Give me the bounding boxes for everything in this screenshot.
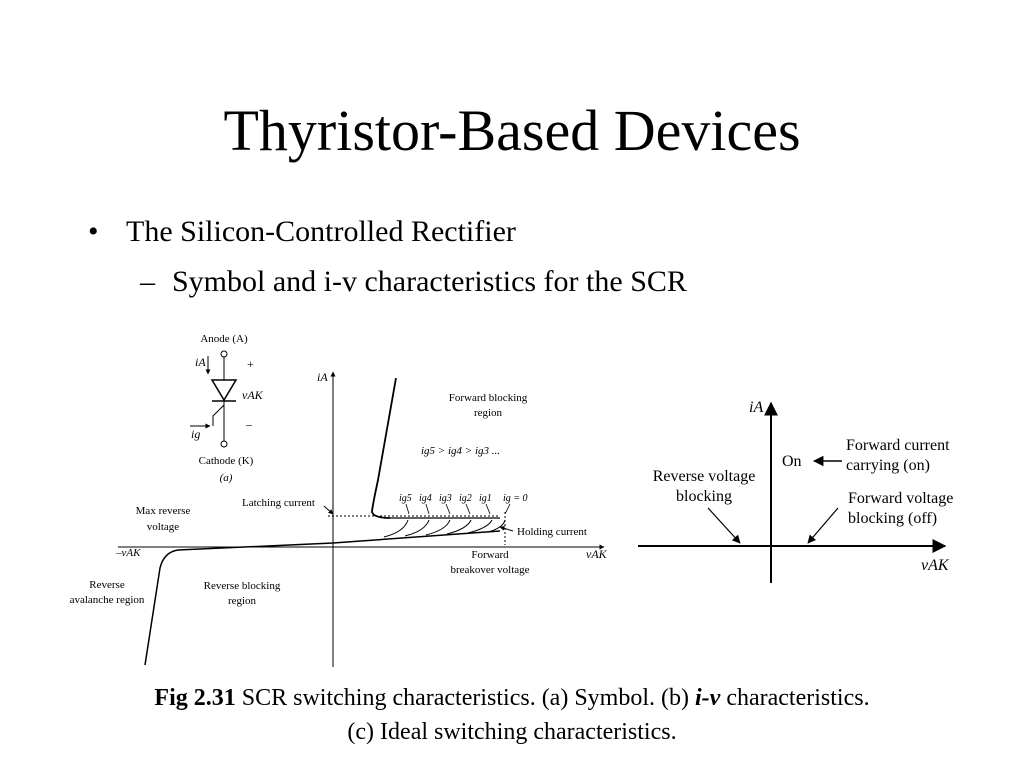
gate-current-label: ig = 0 bbox=[503, 493, 528, 504]
forward-breakover-label: breakover voltage bbox=[450, 564, 530, 576]
forward-blocking-label: region bbox=[473, 407, 503, 419]
sub-bullet-text: Symbol and i-v characteristics for the SCR bbox=[172, 265, 687, 298]
gate-current-label: ig2 bbox=[459, 493, 472, 504]
anode-label: Anode (A) bbox=[200, 333, 248, 345]
caption-line-2: (c) Ideal switching characteristics. bbox=[347, 718, 677, 745]
gate-label-leader bbox=[426, 504, 429, 514]
gate-curve bbox=[447, 520, 471, 534]
plus-sign: + bbox=[247, 357, 254, 371]
gate-current-label: ig1 bbox=[479, 493, 492, 504]
max-reverse-label: Max reverse bbox=[135, 505, 191, 517]
bullet-marker: • bbox=[88, 215, 99, 248]
forward-voltage-label: Forward voltage bbox=[848, 490, 954, 507]
reverse-blocking-label: Reverse blocking bbox=[203, 580, 281, 592]
cathode-terminal bbox=[221, 441, 227, 447]
caption-line-1 bbox=[0, 682, 1024, 716]
ideal-x-axis-label: vAK bbox=[921, 557, 949, 574]
gate-label-leader bbox=[406, 504, 409, 514]
caption-text: SCR switching characteristics. (a) Symbol. (b) bbox=[235, 685, 695, 711]
latching-current-label: Latching current bbox=[242, 497, 315, 509]
dash-marker: – bbox=[140, 265, 155, 298]
forward-current-label: Forward current bbox=[846, 437, 950, 454]
gate-current-label: ig3 bbox=[439, 493, 452, 504]
figure-caption bbox=[0, 682, 1024, 749]
anode-terminal bbox=[221, 351, 227, 357]
reverse-avalanche-label: avalanche region bbox=[69, 594, 145, 606]
blocking-curve bbox=[145, 531, 500, 665]
reverse-voltage-arrow bbox=[708, 508, 740, 543]
on-state-curve bbox=[372, 378, 396, 518]
forward-voltage-arrow bbox=[808, 508, 838, 543]
on-label: On bbox=[782, 453, 802, 470]
gate-current-label: ig5 bbox=[399, 493, 412, 504]
holding-current-label: Holding current bbox=[517, 526, 587, 538]
ig-label: ig bbox=[191, 427, 201, 441]
caption-text: characteristics. bbox=[720, 685, 870, 711]
neg-vak-label: –vAK bbox=[116, 547, 141, 559]
gate-label-leader bbox=[505, 504, 510, 514]
iv-x-axis-label: vAK bbox=[586, 547, 607, 561]
gate-curve bbox=[384, 520, 408, 537]
gate-lead bbox=[213, 405, 224, 426]
thyristor-triangle bbox=[212, 380, 236, 400]
forward-current-label: carrying (on) bbox=[846, 457, 930, 474]
holding-arrow bbox=[500, 527, 513, 531]
max-reverse-label: voltage bbox=[146, 521, 180, 533]
bullet-text: The Silicon-Controlled Rectifier bbox=[126, 215, 516, 248]
gate-order-label: ig5 > ig4 > ig3 ... bbox=[421, 445, 501, 457]
panel-a-label: (a) bbox=[219, 472, 233, 484]
gate-current-label: ig4 bbox=[419, 493, 432, 504]
gate-label-leader bbox=[446, 504, 450, 514]
iv-characteristic bbox=[70, 370, 608, 667]
caption-iv: i-v bbox=[695, 685, 721, 711]
cathode-label: Cathode (K) bbox=[198, 455, 254, 467]
iv-y-axis-label: iA bbox=[317, 370, 328, 384]
gate-curve bbox=[426, 520, 450, 535]
scr-symbol bbox=[190, 333, 264, 484]
latching-arrow bbox=[324, 506, 333, 514]
ideal-characteristic bbox=[638, 399, 953, 583]
gate-curve bbox=[405, 520, 429, 536]
gate-curve bbox=[468, 520, 492, 533]
ideal-y-axis-label: iA bbox=[749, 399, 764, 416]
reverse-voltage-label: blocking bbox=[676, 488, 732, 505]
vak-label: vAK bbox=[242, 388, 263, 402]
forward-breakover-label: Forward bbox=[471, 549, 509, 561]
reverse-blocking-label: region bbox=[227, 595, 257, 607]
gate-label-leaders bbox=[406, 504, 510, 514]
gate-label-leader bbox=[486, 504, 490, 514]
reverse-voltage-label: Reverse voltage bbox=[652, 468, 756, 485]
forward-blocking-label: Forward blocking bbox=[448, 392, 528, 404]
forward-voltage-label: blocking (off) bbox=[848, 510, 938, 527]
slide-title: Thyristor-Based Devices bbox=[223, 98, 801, 163]
fig-label: Fig 2.31 bbox=[154, 685, 236, 711]
gate-label-leader bbox=[466, 504, 470, 514]
ia-label: iA bbox=[195, 355, 206, 369]
reverse-avalanche-label: Reverse bbox=[89, 579, 125, 591]
minus-sign: – bbox=[246, 417, 252, 431]
